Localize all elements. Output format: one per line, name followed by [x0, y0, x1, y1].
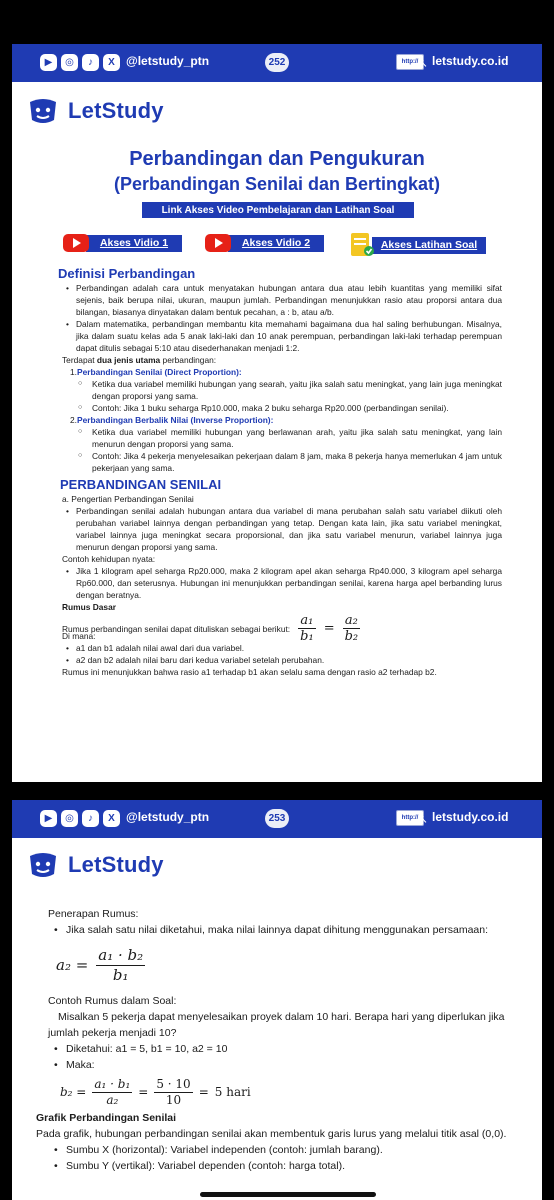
formula-b1: b₁ — [300, 629, 314, 644]
fraction-denominator: 10 — [165, 1093, 182, 1107]
formula-equals: = — [198, 1085, 209, 1099]
contoh-label: Contoh kehidupan nyata: — [62, 554, 156, 564]
page-number-badge: 252 — [265, 53, 289, 72]
letstudy-logo-icon — [28, 96, 58, 126]
letstudy-logo — [28, 96, 164, 126]
page-number-badge: 253 — [265, 809, 289, 828]
site-url[interactable]: letstudy.co.id — [432, 810, 509, 824]
access-video-1[interactable] — [62, 232, 182, 254]
contoh-label: Contoh Rumus dalam Soal: — [48, 995, 177, 1007]
access-video-1-button[interactable]: Akses Vidio 1 — [86, 235, 182, 252]
fraction — [92, 1077, 132, 1108]
fraction-denominator: a₂ — [106, 1093, 119, 1107]
fraction-a1-b1 — [298, 613, 316, 644]
document-page-252 — [12, 44, 542, 782]
formula-b2: b₂ — [344, 629, 359, 644]
access-video-2-button[interactable]: Akses Vidio 2 — [228, 235, 324, 252]
list-item: • a1 dan b1 adalah nilai awal dari dua variabel. — [62, 642, 502, 654]
social-handle: @letstudy_ptn — [126, 54, 210, 68]
x-icon[interactable]: X — [103, 810, 120, 827]
logo-text: LetStudy — [68, 98, 164, 123]
social-handle: @letstudy_ptn — [126, 810, 210, 824]
list-item: • Sumbu X (horizontal): Variabel independen (contoh: jumlah barang). — [48, 1142, 528, 1158]
rumus-heading: Rumus Dasar — [62, 602, 116, 612]
list-item: ○ Contoh: Jika 1 buku seharga Rp10.000, maka 2 buku seharga Rp20.000 (perbandingan senilai). — [62, 402, 502, 414]
http-icon: http:// — [396, 54, 424, 70]
formula-b2-lhs: b₂ = — [60, 1085, 87, 1099]
type1-title: Perbandingan Senilai (Direct Proportion): — [77, 367, 242, 377]
section-heading-senilai: PERBANDINGAN SENILAI — [60, 477, 222, 492]
letstudy-logo-icon — [28, 850, 58, 880]
type1-number: 1. — [70, 367, 77, 377]
fraction — [96, 946, 145, 985]
types-intro-pre: Terdapat — [62, 355, 97, 365]
youtube-icon[interactable]: ▶ — [40, 810, 57, 827]
page-title: Perbandingan dan Pengukuran — [129, 148, 425, 170]
penerapan-label: Penerapan Rumus: — [48, 908, 139, 920]
youtube-play-icon — [204, 232, 232, 254]
cursor-icon: ↖ — [418, 812, 429, 826]
list-item: ○ Ketika dua variabel memiliki hubungan yang searah, yaitu jika salah satu meningkat, yang lain juga meningkat dengan proporsi yang sama. — [62, 378, 502, 402]
list-item: • Perbandingan adalah cara untuk menyatakan hubungan antara dua atau lebih kuantitas yang memiliki sifat sejenis, baik berupa nilai, ukuran, maupun jumlah. Perbandingan menunjukkan rasio atau proporsi antara dua bilangan, biasanya dinyatakan dalam bentuk pecahan, a : b, atau a/b. — [62, 282, 502, 318]
fraction-numerator: a₁ · b₁ — [94, 1077, 131, 1091]
list-item: ○ Contoh: Jika 4 pekerja menyelesaikan pekerjaan dalam 8 jam, maka 8 pekerja hanya memerlukan 4 jam untuk pekerjaan yang sama. — [62, 450, 502, 474]
page2-body — [36, 906, 528, 1174]
type2-number: 2. — [70, 415, 77, 425]
cursor-icon: ↖ — [418, 56, 429, 70]
formula-b2 — [60, 1077, 528, 1108]
tiktok-icon[interactable]: ♪ — [82, 54, 99, 71]
page-header-bar — [12, 800, 542, 838]
youtube-icon[interactable]: ▶ — [40, 54, 57, 71]
social-icons — [40, 54, 120, 71]
document-check-icon — [348, 232, 376, 258]
formula-a2: a₂ — [344, 613, 358, 628]
fraction-numerator: a₁ · b₂ — [98, 946, 144, 964]
soal-text: Misalkan 5 pekerja dapat menyelesaikan proyek dalam 10 hari. Berapa hari yang diperlukan jika jumlah pekerja menjadi 10? — [48, 1011, 505, 1039]
type2-heading — [62, 414, 502, 426]
social-icons — [40, 810, 120, 827]
youtube-play-icon — [62, 232, 90, 254]
type1-heading — [62, 366, 502, 378]
tiktok-icon[interactable]: ♪ — [82, 810, 99, 827]
instagram-icon[interactable]: ◎ — [61, 810, 78, 827]
ratio-formula — [298, 613, 360, 644]
fraction-a2-b2 — [343, 613, 361, 644]
pengertian-label: a. Pengertian Perbandingan Senilai — [62, 494, 194, 504]
section-heading-definisi: Definisi Perbandingan — [58, 266, 196, 281]
closing-text: Rumus ini menunjukkan bahwa rasio a1 terhadap b1 akan selalu sama dengan rasio a2 terhadap b2. — [62, 667, 437, 677]
formula-result: 5 hari — [214, 1085, 251, 1099]
fraction — [154, 1077, 192, 1108]
instagram-icon[interactable]: ◎ — [61, 54, 78, 71]
page-header-bar — [12, 44, 542, 82]
grafik-text: Pada grafik, hubungan perbandingan senilai akan membentuk garis lurus yang melalui titik asal (0,0). — [36, 1128, 507, 1140]
grafik-heading: Grafik Perbandingan Senilai — [36, 1112, 177, 1124]
rumus-text: Rumus perbandingan senilai dapat dituliskan sebagai berikut: — [62, 623, 291, 634]
list-item: • Jika salah satu nilai diketahui, maka nilai lainnya dapat dihitung menggunakan persamaan: — [48, 922, 528, 938]
formula-a2-lhs: a₂ = — [56, 956, 89, 974]
page-subtitle: (Perbandingan Senilai dan Bertingkat) — [113, 174, 441, 194]
list-item: • Maka: — [48, 1057, 528, 1073]
list-item: • Sumbu Y (vertikal): Variabel dependen (contoh: harga total). — [48, 1158, 528, 1174]
list-item: • Jika 1 kilogram apel seharga Rp20.000, maka 2 kilogram apel akan seharga Rp40.000, 3 kilogram apel seharga Rp60.000, dan seterusnya. Hubungan ini menunjukkan perbandingan senilai, karena harga apel berbanding lurus dengan beratnya. — [62, 565, 502, 601]
document-page-253 — [12, 800, 542, 1200]
access-latihan-soal[interactable] — [348, 232, 486, 258]
list-item: • Perbandingan senilai adalah hubungan antara dua variabel di mana perubahan salah satu variabel diikuti oleh perubahan variabel lainnya dengan perbandingan yang tetap. Dengan kata lain, jika satu variabel meningkat, variabel lainnya juga meningkat secara proporsional, dan jika satu variabel menurun, variabel lainnya juga menurun dengan proporsi yang sama. — [62, 505, 502, 553]
formula-a2 — [56, 946, 528, 985]
types-intro-bold: dua jenis utama — [96, 355, 161, 365]
formula-equals: = — [323, 621, 335, 636]
page1-body — [58, 266, 502, 678]
x-icon[interactable]: X — [103, 54, 120, 71]
dimana-label: Di mana: — [62, 631, 96, 641]
letstudy-logo — [28, 850, 164, 880]
list-item: • Dalam matematika, perbandingan membantu kita memahami bagaimana dua hal saling berhubungan. Misalnya, jika dalam suatu kelas ada 5 anak laki-laki dan 10 anak perempuan, perbandingan laki-laki terhadap perempuan dapat ditulis sebagai 5:10 atau disederhanakan menjadi 1:2. — [62, 318, 502, 354]
list-item: ○ Ketika dua variabel memiliki hubungan yang berlawanan arah, yaitu jika salah satu meningkat, yang lain menurun dengan proporsi yang sama. — [62, 426, 502, 450]
types-intro-post: perbandingan: — [160, 355, 217, 365]
link-bar-label: Link Akses Video Pembelajaran dan Latihan Soal — [142, 202, 414, 218]
list-item: • a2 dan b2 adalah nilai baru dari kedua variabel setelah perubahan. — [62, 654, 502, 666]
home-indicator[interactable] — [200, 1192, 376, 1197]
http-icon: http:// — [396, 810, 424, 826]
logo-text: LetStudy — [68, 852, 164, 877]
access-latihan-soal-button[interactable]: Akses Latihan Soal — [372, 237, 486, 254]
access-video-2[interactable] — [204, 232, 324, 254]
type2-title: Perbandingan Berbalik Nilai (Inverse Proportion): — [77, 415, 274, 425]
fraction-denominator: b₁ — [112, 966, 129, 984]
fraction-numerator: 5 · 10 — [156, 1077, 191, 1091]
formula-a1: a₁ — [300, 613, 314, 628]
formula-equals: = — [138, 1085, 149, 1099]
site-url[interactable]: letstudy.co.id — [432, 54, 509, 68]
types-intro — [62, 354, 502, 366]
list-item: • Diketahui: a1 = 5, b1 = 10, a2 = 10 — [48, 1041, 528, 1057]
